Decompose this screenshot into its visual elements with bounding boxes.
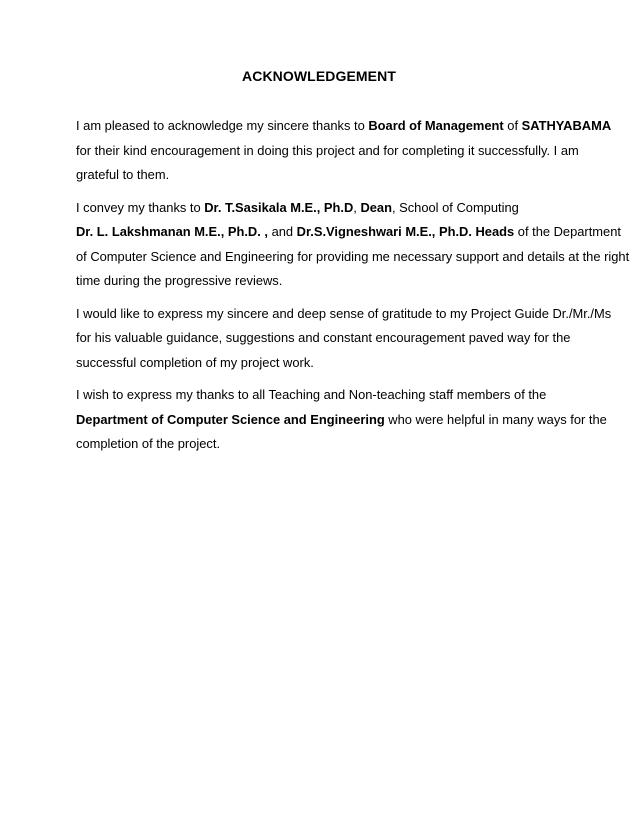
text-line: time during the progressive reviews.: [76, 273, 283, 288]
page-title: ACKNOWLEDGEMENT: [242, 68, 396, 84]
text-run: I convey my thanks to: [76, 199, 205, 215]
bold-dean-name: Dr. T.Sasikala M.E., Ph.D: [204, 199, 354, 215]
text-run: ,: [353, 199, 361, 215]
text-line: [76, 196, 621, 221]
bold-sathyabama: SATHYABAMA: [521, 118, 612, 133]
text-line: I wish to express my thanks to all Teaching and Non-teaching staff members of the: [76, 387, 547, 402]
text-line: [76, 220, 621, 245]
bold-head-name-2: Dr.S.Vigneshwari M.E., Ph.D. Heads: [296, 224, 515, 239]
text-line: for their kind encouragement in doing this project and for completing it successfully. I am: [76, 142, 579, 158]
text-run: who were helpful in many ways for the: [384, 411, 607, 427]
paragraph-guide-thanks: [76, 302, 621, 376]
paragraph-staff-thanks: [76, 383, 621, 457]
bold-dean-title: Dean: [360, 199, 392, 215]
bold-department-name: Department of Computer Science and Engineering: [76, 411, 385, 427]
text-run: I am pleased to acknowledge my sincere thanks to: [76, 118, 369, 133]
paragraph-dean-heads-thanks: [76, 196, 630, 294]
text-line: successful completion of my project work.: [76, 354, 314, 370]
text-run: of the Department: [514, 224, 621, 239]
text-run: of: [503, 118, 522, 133]
paragraph-board-thanks: [76, 114, 621, 188]
bold-board-of-management: Board of Management: [368, 118, 504, 133]
acknowledgement-body: [76, 114, 630, 465]
text-line: for his valuable guidance, suggestions and constant encouragement paved way for the: [76, 330, 571, 345]
text-line: [76, 114, 621, 139]
text-line: completion of the project.: [76, 436, 221, 451]
text-run: , School of Computing: [391, 199, 519, 215]
text-line: [76, 408, 621, 433]
text-line: grateful to them.: [76, 167, 170, 182]
text-line: of Computer Science and Engineering for providing me necessary support and details at the right: [76, 248, 630, 264]
text-line: I would like to express my sincere and deep sense of gratitude to my Project Guide Dr./Mr./Ms: [76, 305, 612, 321]
bold-head-name-1: Dr. L. Lakshmanan M.E., Ph.D. ,: [76, 224, 272, 239]
text-run: and: [271, 224, 297, 239]
